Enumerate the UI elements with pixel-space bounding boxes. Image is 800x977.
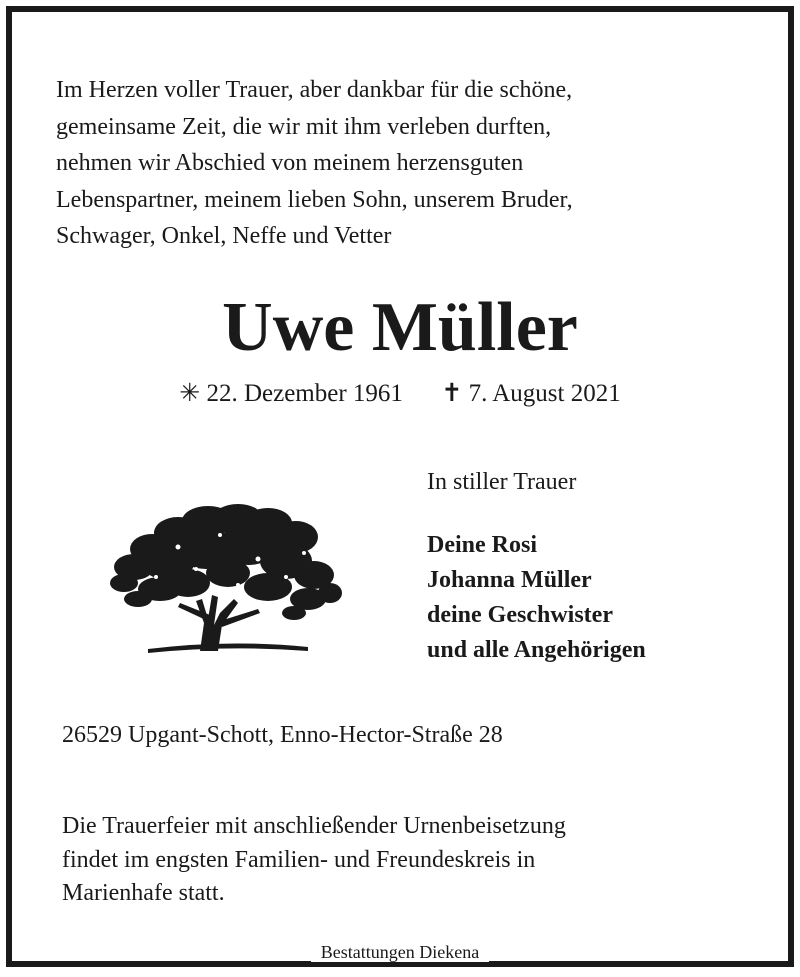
funeral-home-name: Bestattungen Diekena — [311, 942, 489, 962]
birth-date: 22. Dezember 1961 — [206, 380, 403, 407]
funeral-home-credit — [0, 940, 800, 964]
mourners-list — [427, 528, 646, 668]
intro-line: gemeinsame Zeit, die wir mit ihm verleben durften, — [56, 113, 552, 140]
birth-icon: ✳ — [179, 380, 201, 407]
death-icon: ✝ — [441, 380, 463, 407]
intro-text — [56, 72, 696, 255]
death-date: 7. August 2021 — [468, 380, 621, 407]
mourner: und alle Angehörigen — [427, 637, 646, 663]
intro-line: Lebenspartner, meinem lieben Sohn, unserem Bruder, — [56, 186, 573, 213]
intro-line: nehmen wir Abschied von meinem herzensguten — [56, 150, 524, 176]
tree-icon — [108, 503, 344, 655]
mourner: deine Geschwister — [427, 602, 613, 628]
intro-line: Im Herzen voller Trauer, aber dankbar für die schöne, — [56, 77, 573, 103]
ceremony-line: findet im engsten Familien- und Freundeskreis in — [62, 846, 536, 873]
ceremony-line: Marienhafe statt. — [62, 880, 225, 906]
ceremony-line: Die Trauerfeier mit anschließender Urnenbeisetzung — [62, 813, 566, 839]
mourner: Deine Rosi — [427, 532, 537, 558]
ceremony-text — [62, 810, 566, 911]
address: 26529 Upgant-Schott, Enno-Hector-Straße 28 — [62, 722, 503, 748]
intro-line: Schwager, Onkel, Neffe und Vetter — [56, 223, 392, 249]
mourning-intro: In stiller Trauer — [427, 469, 577, 495]
deceased-name: Uwe Müller — [222, 289, 578, 366]
mourner: Johanna Müller — [427, 567, 592, 593]
life-dates — [0, 377, 800, 411]
